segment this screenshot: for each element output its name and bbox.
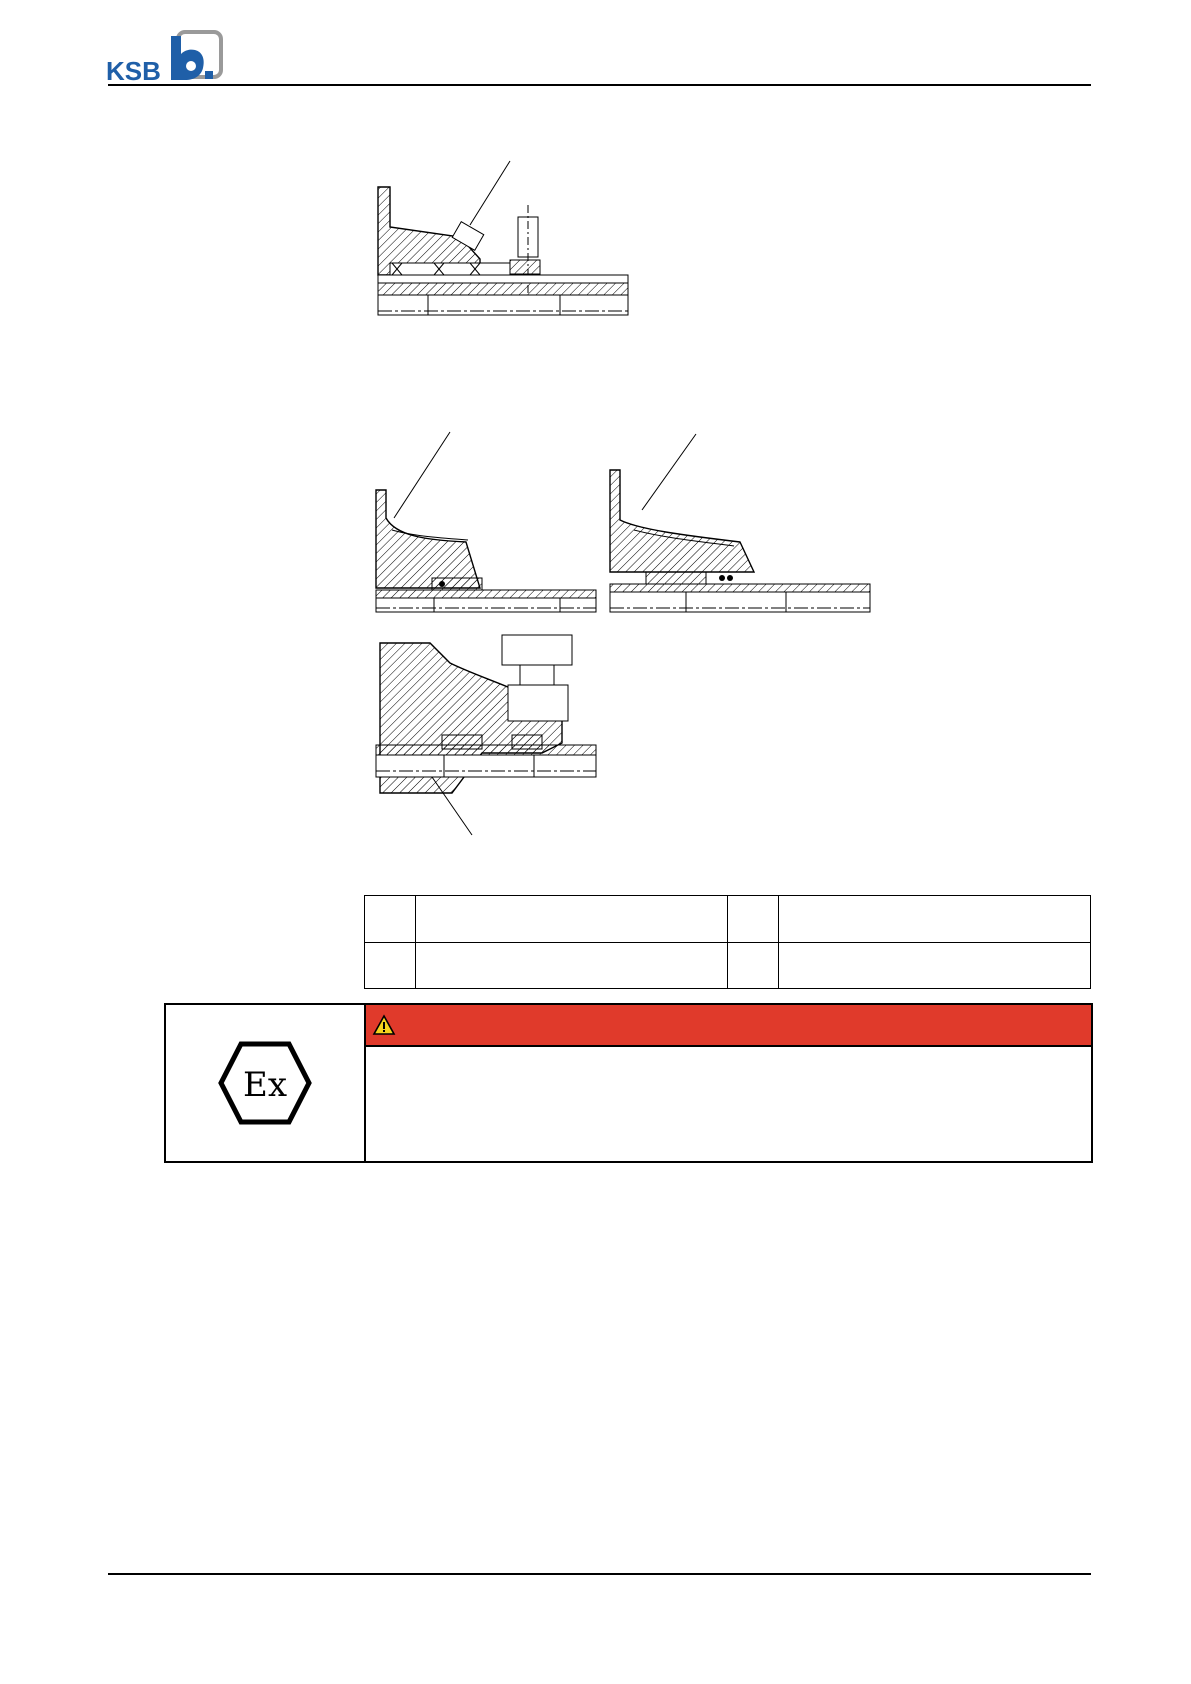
ex-symbol-panel [166, 1005, 366, 1161]
seal-drawing-4 [372, 625, 602, 840]
table-row [365, 942, 1091, 989]
explosion-warning-box [164, 1003, 1093, 1163]
logo-text: KSB [106, 56, 161, 84]
seal-drawing-1 [370, 155, 635, 320]
legend-description [416, 942, 728, 989]
warning-triangle-icon [372, 1014, 396, 1036]
ksb-logo [105, 28, 227, 84]
legend-number [728, 942, 779, 989]
legend-number [728, 896, 779, 943]
explosion-protection-icon [217, 1040, 313, 1126]
legend-number [365, 942, 416, 989]
legend-description [779, 942, 1091, 989]
warning-text [366, 1047, 1091, 1161]
footer-rule [108, 1573, 1091, 1575]
legend-table [364, 895, 1091, 989]
table-row [365, 896, 1091, 943]
legend-description [416, 896, 728, 943]
warning-header-bar [366, 1005, 1091, 1047]
header-rule [108, 84, 1091, 86]
legend-number [365, 896, 416, 943]
seal-drawing-2 [372, 430, 602, 615]
seal-drawing-3 [606, 430, 876, 615]
ex-label: Ex [243, 1065, 287, 1105]
legend-description [779, 896, 1091, 943]
